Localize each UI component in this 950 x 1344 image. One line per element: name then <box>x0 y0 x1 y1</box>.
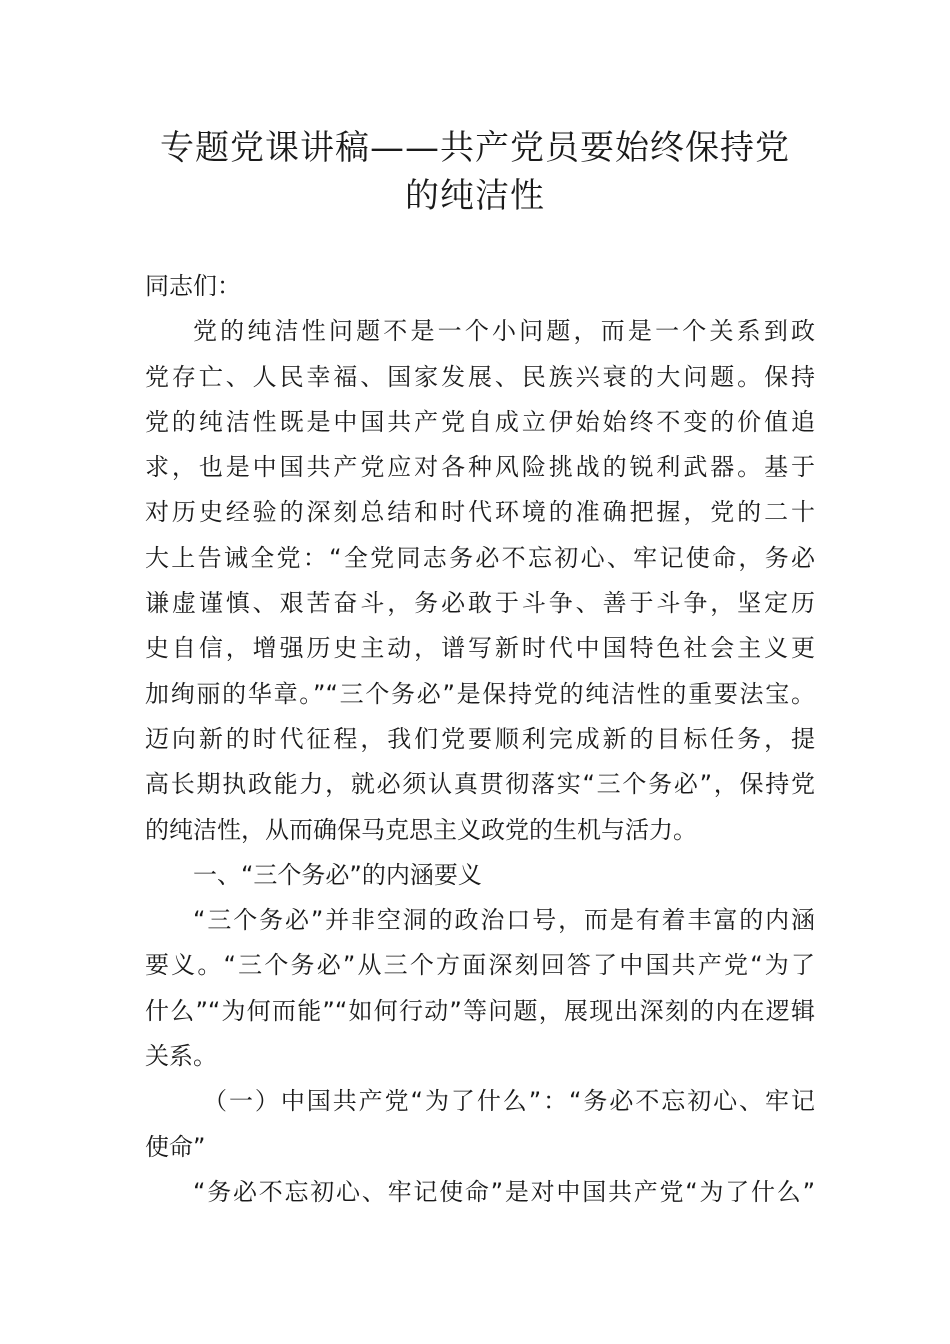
text-line: 党的纯洁性问题不是一个小问题，而是一个关系到政 <box>193 317 815 346</box>
text-line: 谦虚谨慎、艰苦奋斗，务必敢于斗争、善于斗争，坚定历 <box>145 589 815 618</box>
text-line: 求，也是中国共产党应对各种风险挑战的锐利武器。基于 <box>145 453 815 482</box>
text-line: 要义。“三个务必”从三个方面深刻回答了中国共产党“为了 <box>145 951 815 980</box>
text-line: 党的纯洁性既是中国共产党自成立伊始始终不变的价值追 <box>145 407 815 436</box>
text-line: 关系。 <box>145 1042 217 1071</box>
text-line: 高长期执政能力，就必须认真贯彻落实“三个务必”，保持党 <box>145 770 815 799</box>
text-line: 使命” <box>145 1132 206 1161</box>
text-line: 史自信，增强历史主动，谱写新时代中国特色社会主义更 <box>145 634 815 663</box>
text-line: 党存亡、人民幸福、国家发展、民族兴衰的大问题。保持 <box>145 362 815 391</box>
text-line: 大上告诫全党：“全党同志务必不忘初心、牢记使命，务必 <box>145 543 815 572</box>
salutation: 同志们： <box>145 272 241 300</box>
document-title <box>120 124 830 220</box>
text-line: “三个务必”并非空洞的政治口号，而是有着丰富的内涵 <box>193 906 815 935</box>
text-line: 对历史经验的深刻总结和时代环境的准确把握，党的二十 <box>145 498 815 527</box>
paragraph-meaning <box>145 898 815 1079</box>
section-heading: 一、“三个务必”的内涵要义 <box>193 860 482 889</box>
paragraph-intro <box>145 309 815 853</box>
text-line: “务必不忘初心、牢记使命”是对中国共产党“为了什么” <box>193 1177 815 1206</box>
text-line: （一）中国共产党“为了什么”：“务必不忘初心、牢记 <box>203 1087 815 1116</box>
text-line: 的纯洁性，从而确保马克思主义政党的生机与活力。 <box>145 815 697 844</box>
title-line: 的纯洁性 <box>405 176 545 216</box>
paragraph-subsection <box>145 1170 815 1215</box>
text-line: 迈向新的时代征程，我们党要顺利完成新的目标任务，提 <box>145 724 815 753</box>
subsection-heading <box>145 1079 815 1170</box>
text-line: 加绚丽的华章。”“三个务必”是保持党的纯洁性的重要法宝。 <box>145 679 815 708</box>
document-body <box>145 264 815 1215</box>
title-line: 专题党课讲稿——共产党员要始终保持党 <box>160 128 790 168</box>
text-line: 什么”“为何而能”“如何行动”等问题，展现出深刻的内在逻辑 <box>145 996 815 1025</box>
